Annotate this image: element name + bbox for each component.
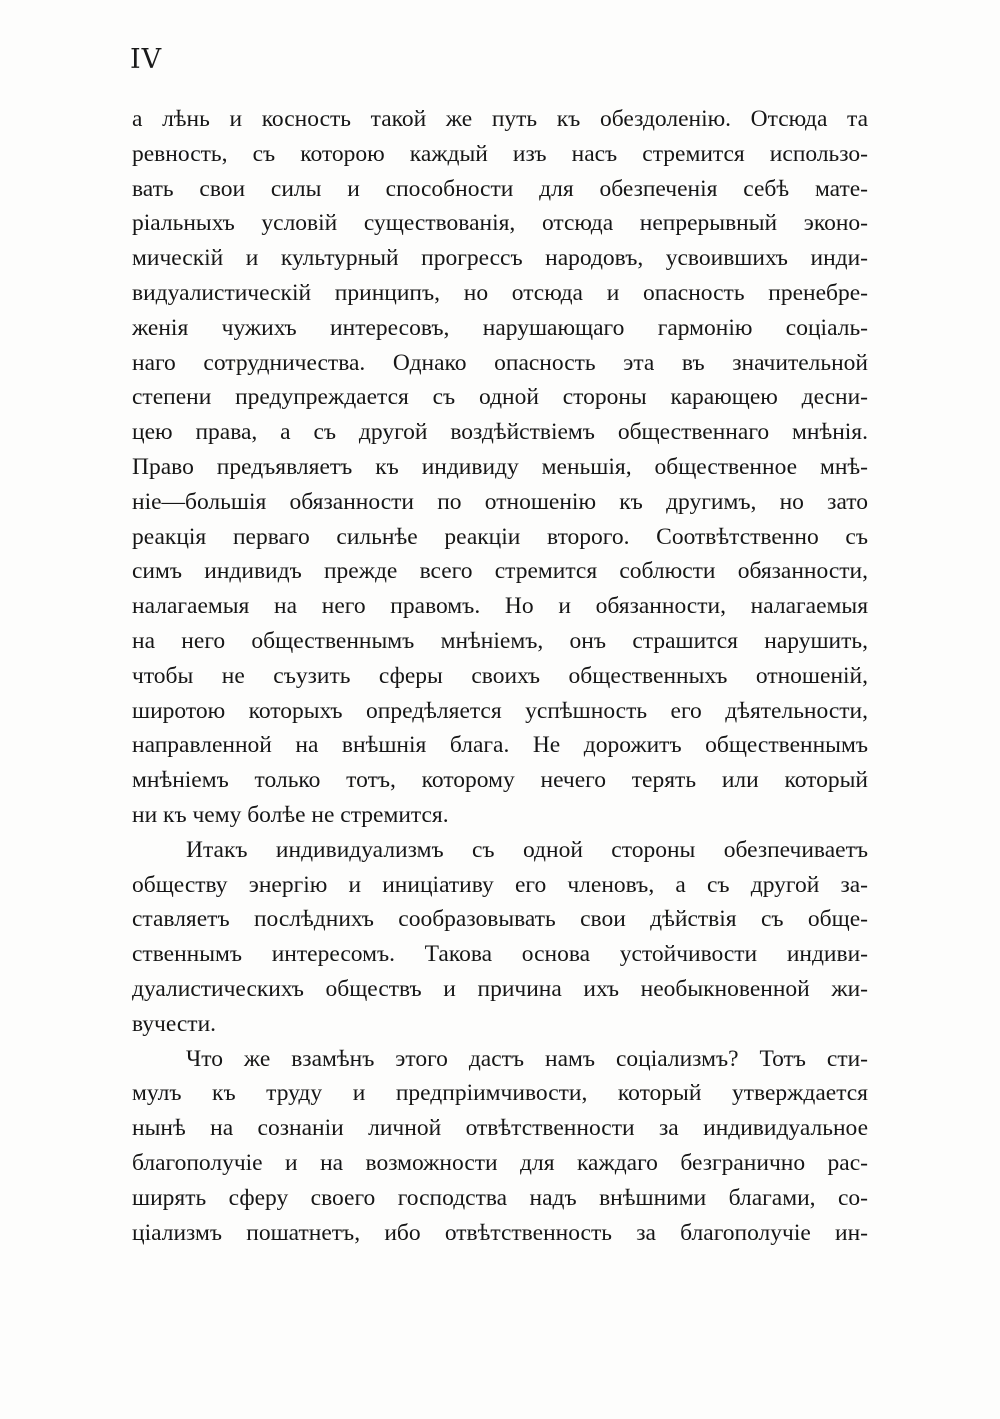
text-line: вучести. xyxy=(132,1010,217,1037)
text-line: ревность, съ которою каждый изъ насъ стремится использо- xyxy=(132,140,868,167)
text-line: ріальныхъ условій существованія, отсюда непрерывный эконо- xyxy=(132,210,868,237)
text-line: обществу энергію и иниціативу его членовъ, а съ другой за- xyxy=(132,871,868,898)
text-line: а лѣнь и косность такой же путь къ обездоленію. Отсюда та xyxy=(132,106,868,132)
text-line: симъ индивидъ прежде всего стремится соблюсти обязанности, xyxy=(132,558,868,585)
text-line: Что же взамѣнъ этого дастъ намъ соціализмъ? Тотъ сти- xyxy=(186,1045,868,1072)
body-text xyxy=(132,102,868,1250)
text-line: ніе—большія обязанности по отношенію къ другимъ, но зато xyxy=(132,488,868,515)
text-line: мнѣніемъ только тотъ, которому нечего терять или который xyxy=(132,767,868,794)
text-line: реакція перваго сильнѣе реакціи второго. Соотвѣтственно съ xyxy=(132,523,868,550)
page-number: IV xyxy=(130,44,163,75)
text-line: вать свои силы и способности для обезпеченія себѣ мате- xyxy=(132,175,868,202)
text-line: благополучіе и на возможности для каждаго безгранично рас- xyxy=(132,1149,868,1176)
text-line: Итакъ индивидуализмъ съ одной стороны обезпечиваетъ xyxy=(186,836,868,863)
text-line: мическій и культурный прогрессъ народовъ, усвоившихъ инди- xyxy=(132,245,868,272)
text-line: видуалистическій принципъ, но отсюда и опасность пренебре- xyxy=(132,279,868,306)
paragraph-2 xyxy=(132,833,868,1042)
text-line: направленной на внѣшнія блага. Не дорожитъ общественнымъ xyxy=(132,732,868,759)
text-line: широтою которыхъ опредѣляется успѣшность его дѣятельности, xyxy=(132,697,868,724)
text-line: налагаемыя на него правомъ. Но и обязанности, налагаемыя xyxy=(132,593,868,620)
text-line: ставляетъ послѣднихъ сообразовывать свои дѣйствія съ обще- xyxy=(132,906,868,933)
text-line: степени предупреждается съ одной стороны карающею десни- xyxy=(132,384,868,411)
text-line: нынѣ на сознаніи личной отвѣтственности за индивидуальное xyxy=(132,1115,868,1142)
text-line: ни къ чему болѣе не стремится. xyxy=(132,801,449,828)
text-line: на него общественнымъ мнѣніемъ, онъ страшится нарушить, xyxy=(132,627,868,654)
text-line: чтобы не съузить сферы своихъ общественныхъ отношеній, xyxy=(132,662,868,689)
text-line: ственнымъ интересомъ. Такова основа устойчивости индиви- xyxy=(132,941,868,968)
paragraph-1 xyxy=(132,102,868,833)
paragraph-3 xyxy=(132,1042,868,1251)
text-line: дуалистическихъ обществъ и причина ихъ необыкновенной жи- xyxy=(132,975,868,1002)
text-line: Право предъявляетъ къ индивиду меньшія, общественное мнѣ- xyxy=(132,453,868,480)
text-line: наго сотрудничества. Однако опасность эта въ значительной xyxy=(132,349,868,376)
text-line: цею права, а съ другой воздѣйствіемъ общественнаго мнѣнія. xyxy=(132,419,868,446)
text-line: ширять сферу своего господства надъ внѣшними благами, со- xyxy=(132,1184,868,1211)
text-line: ціализмъ пошатнетъ, ибо отвѣтственность за благополучіе ин- xyxy=(132,1219,868,1246)
text-line: мулъ къ труду и предпріимчивости, который утверждается xyxy=(132,1080,868,1107)
text-line: женія чужихъ интересовъ, нарушающаго гармонію соціаль- xyxy=(132,314,868,341)
